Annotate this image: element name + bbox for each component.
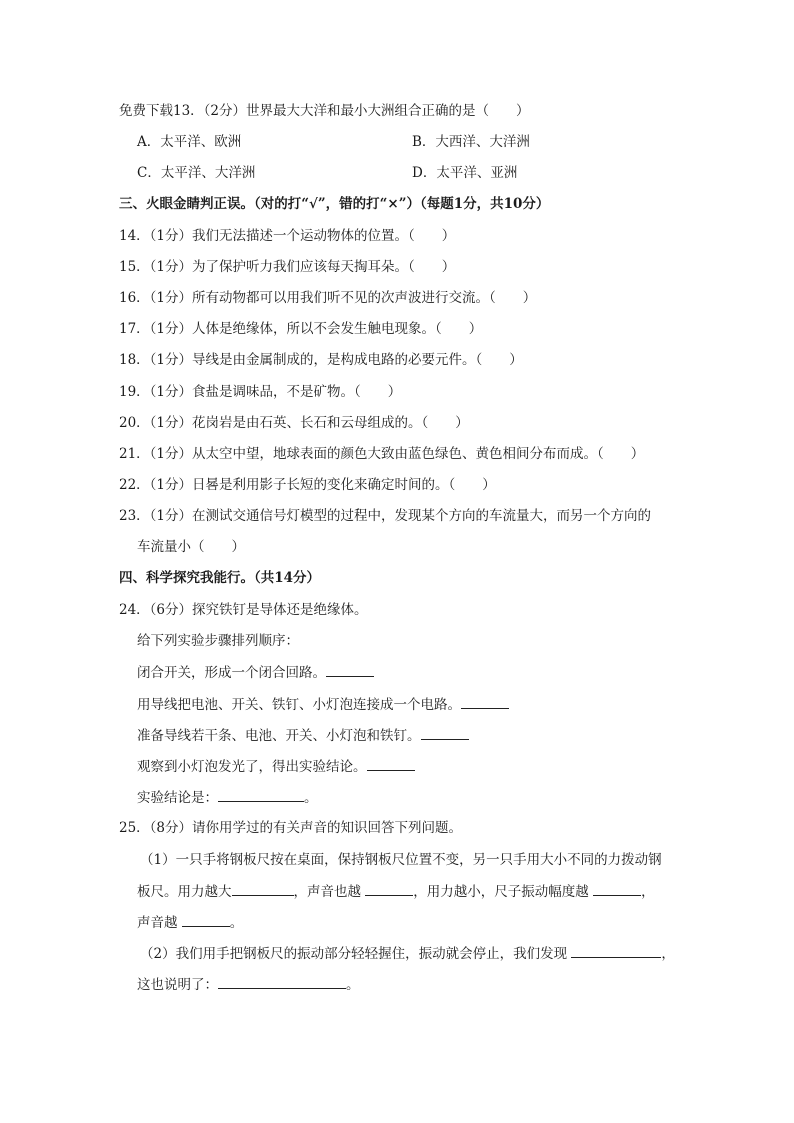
q25-p2-text-2: ， bbox=[661, 946, 675, 962]
q25-part-1-line-3 bbox=[137, 912, 243, 933]
q25-p1-text-2: ，声音也越 bbox=[293, 884, 366, 900]
question-20: 20．（1分）花岗岩是由石英、长石和云母组成的。（ ） bbox=[119, 415, 469, 431]
q13-option-a: A．太平洋、欧洲 bbox=[137, 134, 242, 150]
q13-option-c: C．太平洋、大洋洲 bbox=[137, 165, 256, 181]
q24-step-3 bbox=[137, 725, 469, 746]
question-15: 15．（1分）为了保护听力我们应该每天掏耳朵。（ ） bbox=[119, 259, 456, 275]
q25-blank-5[interactable] bbox=[571, 943, 661, 958]
question-21: 21．（1分）从太空中望，地球表面的颜色大致由蓝色绿色、黄色相间分布而成。（ ） bbox=[119, 446, 645, 462]
q25-p2-text-4: 。 bbox=[346, 977, 360, 993]
q24-conclusion-end: 。 bbox=[304, 790, 318, 806]
q25-blank-1[interactable] bbox=[232, 881, 294, 896]
question-19: 19．（1分）食盐是调味品，不是矿物。（ ） bbox=[119, 384, 402, 400]
q24-step-4-blank[interactable] bbox=[367, 756, 415, 771]
q13-option-b: B．大西洋、大洋洲 bbox=[412, 134, 530, 150]
q25-part-2-line-2 bbox=[137, 974, 360, 995]
q24-conclusion bbox=[137, 787, 318, 808]
q24-step-1-blank[interactable] bbox=[326, 662, 374, 677]
question-14: 14．（1分）我们无法描述一个运动物体的位置。（ ） bbox=[119, 228, 456, 244]
question-13: 免费下载13．（2分）世界最大大洋和最小大洲组合正确的是（ ） bbox=[119, 103, 530, 119]
q24-step-3-blank[interactable] bbox=[421, 725, 469, 740]
question-23-line-2: 车流量小（ ） bbox=[137, 539, 245, 555]
q24-step-2-blank[interactable] bbox=[461, 694, 509, 709]
q13-option-d: D．太平洋、亚洲 bbox=[412, 165, 518, 181]
q24-step-2 bbox=[137, 694, 509, 715]
question-25-title: 25．（8分）请你用学过的有关声音的知识回答下列问题。 bbox=[119, 820, 463, 836]
question-24-title: 24．（6分）探究铁钉是导体还是绝缘体。 bbox=[119, 602, 368, 618]
q24-conclusion-blank[interactable] bbox=[218, 787, 304, 802]
q25-blank-6[interactable] bbox=[218, 974, 346, 989]
q25-blank-4[interactable] bbox=[182, 912, 230, 927]
question-16: 16．（1分）所有动物都可以用我们听不见的次声波进行交流。（ ） bbox=[119, 290, 537, 306]
q25-p1-text-5: 声音越 bbox=[137, 915, 182, 931]
q25-p2-text-3: 这也说明了： bbox=[137, 977, 218, 993]
q24-step-1 bbox=[137, 662, 374, 683]
question-23-line-1: 23．（1分）在测试交通信号灯模型的过程中，发现某个方向的车流量大，而另一个方向的 bbox=[119, 508, 652, 524]
q24-step-2-text: 用导线把电池、开关、铁钉、小灯泡连接成一个电路。 bbox=[137, 697, 461, 713]
question-17: 17．（1分）人体是绝缘体，所以不会发生触电现象。（ ） bbox=[119, 321, 483, 337]
q25-p1-text-3: ，用力越小，尺子振动幅度越 bbox=[413, 884, 594, 900]
section-4-heading: 四、科学探究我能行。（共14分） bbox=[119, 570, 321, 586]
q25-p2-text-1: （2）我们用手把钢板尺的振动部分轻轻握住，振动就会停止，我们发现 bbox=[140, 946, 572, 962]
q24-instruction: 给下列实验步骤排列顺序： bbox=[137, 633, 299, 649]
q25-p1-text-6: 。 bbox=[229, 915, 244, 931]
q25-part-1-line-1: （1）一只手将钢板尺按在桌面，保持钢板尺位置不变，另一只手用大小不同的力拨动钢 bbox=[140, 852, 662, 868]
q25-p1-text-4: ， bbox=[641, 884, 655, 900]
question-22: 22．（1分）日晷是利用影子长短的变化来确定时间的。（ ） bbox=[119, 477, 496, 493]
section-3-heading: 三、火眼金睛判正误。（对的打“√”，错的打“×”）（每题1分，共10分） bbox=[119, 196, 550, 212]
q24-conclusion-label: 实验结论是： bbox=[137, 790, 218, 806]
q25-p1-text-1: 板尺。用力越大 bbox=[137, 884, 232, 900]
q25-blank-3[interactable] bbox=[593, 881, 641, 896]
q24-step-4-text: 观察到小灯泡发光了，得出实验结论。 bbox=[137, 759, 367, 775]
q24-step-3-text: 准备导线若干条、电池、开关、小灯泡和铁钉。 bbox=[137, 728, 421, 744]
q24-step-4 bbox=[137, 756, 415, 777]
q25-blank-2[interactable] bbox=[365, 881, 413, 896]
q25-part-1-line-2 bbox=[137, 881, 655, 902]
question-18: 18．（1分）导线是由金属制成的，是构成电路的必要元件。（ ） bbox=[119, 352, 523, 368]
q25-part-2-line-1 bbox=[140, 943, 675, 964]
q24-step-1-text: 闭合开关，形成一个闭合回路。 bbox=[137, 665, 326, 681]
